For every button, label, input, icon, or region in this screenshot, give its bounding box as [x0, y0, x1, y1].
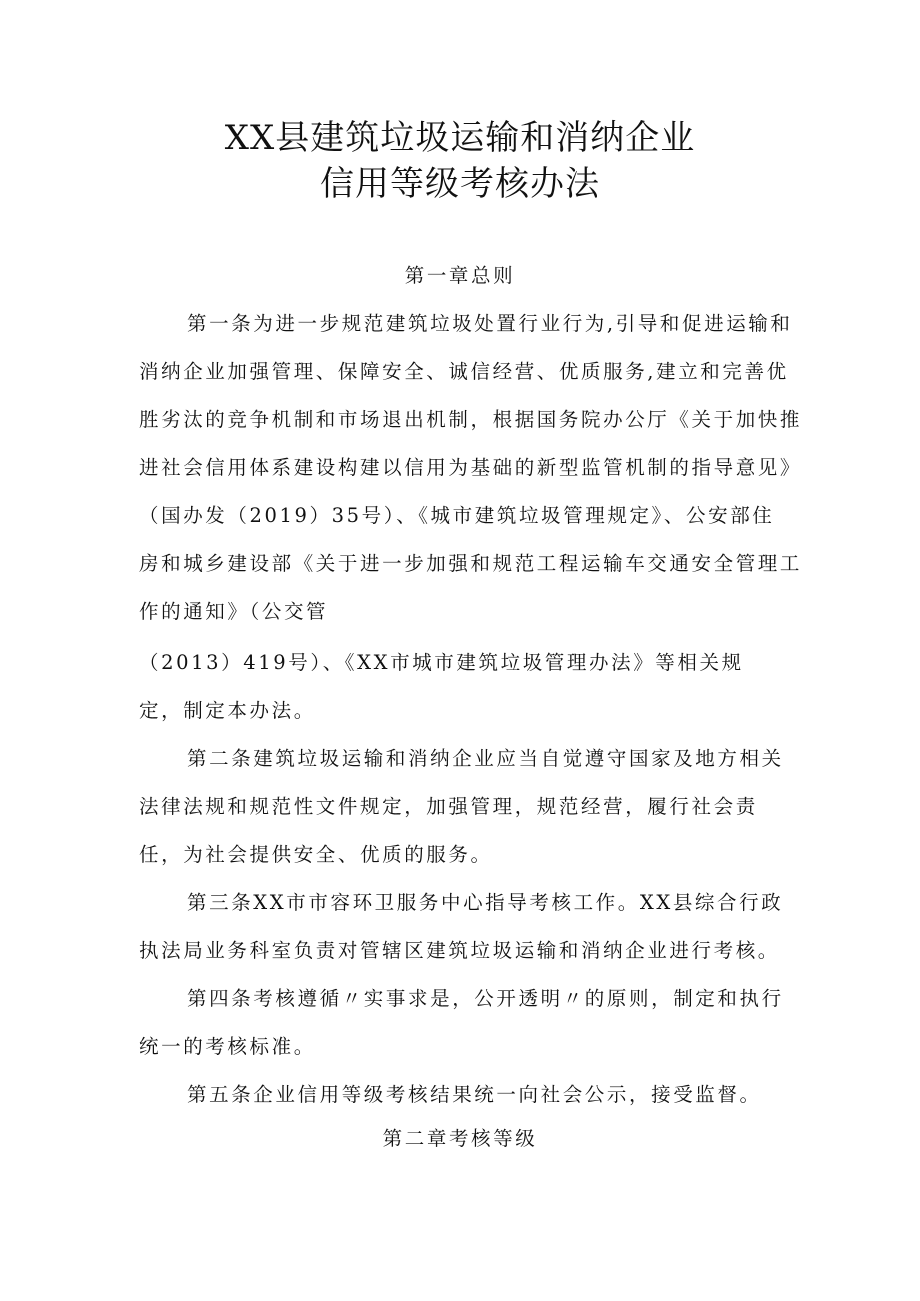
article-1-line-1: 第一条为进一步规范建筑垃圾处置行业行为,引导和促进运输和: [187, 312, 793, 335]
article-1-line-9: 定，制定本办法。: [139, 699, 316, 722]
article-1-line-6: 房和城乡建设部《关于进一步加强和规范工程运输车交通安全管理工: [139, 552, 803, 575]
article-1-line-2: 消纳企业加强管理、保障安全、诚信经营、优质服务,建立和完善优: [139, 360, 789, 383]
article-1-line-8: （2013）419号）、《XX市城市建筑垃圾管理办法》等相关规: [139, 651, 744, 674]
article-4-line-1: 第四条考核遵循〃实事求是，公开透明〃的原则，制定和执行: [187, 987, 784, 1010]
chapter-1-heading: 第一章总则: [404, 264, 516, 287]
document-title-line-2: 信用等级考核办法: [320, 164, 600, 204]
article-1-line-7: 作的通知》（公交管: [139, 600, 329, 623]
article-5-line-1: 第五条企业信用等级考核结果统一向社会公示，接受监督。: [187, 1083, 762, 1106]
article-3-line-2: 执法局业务科室负责对管辖区建筑垃圾运输和消纳企业进行考核。: [139, 939, 780, 962]
article-1-line-3: 胜劣汰的竞争机制和市场退出机制，根据国务院办公厅《关于加快推: [139, 408, 803, 431]
article-1-line-4: 进社会信用体系建设构建以信用为基础的新型监管机制的指导意见》: [139, 456, 803, 479]
article-2-line-3: 任，为社会提供安全、优质的服务。: [139, 843, 493, 866]
article-2-line-2: 法律法规和规范性文件规定，加强管理，规范经营，履行社会责: [139, 795, 758, 818]
article-3-line-1: 第三条XX市市容环卫服务中心指导考核工作。XX县综合行政: [187, 891, 784, 914]
article-1-line-5: （国办发（2019）35号）、《城市建筑垃圾管理规定》、公安部住: [139, 504, 775, 527]
article-2-line-1: 第二条建筑垃圾运输和消纳企业应当自觉遵守国家及地方相关: [187, 747, 784, 770]
document-title-line-1: XX县建筑垃圾运输和消纳企业: [224, 118, 696, 158]
article-4-line-2: 统一的考核标准。: [139, 1035, 316, 1058]
chapter-2-heading: 第二章考核等级: [382, 1127, 538, 1150]
